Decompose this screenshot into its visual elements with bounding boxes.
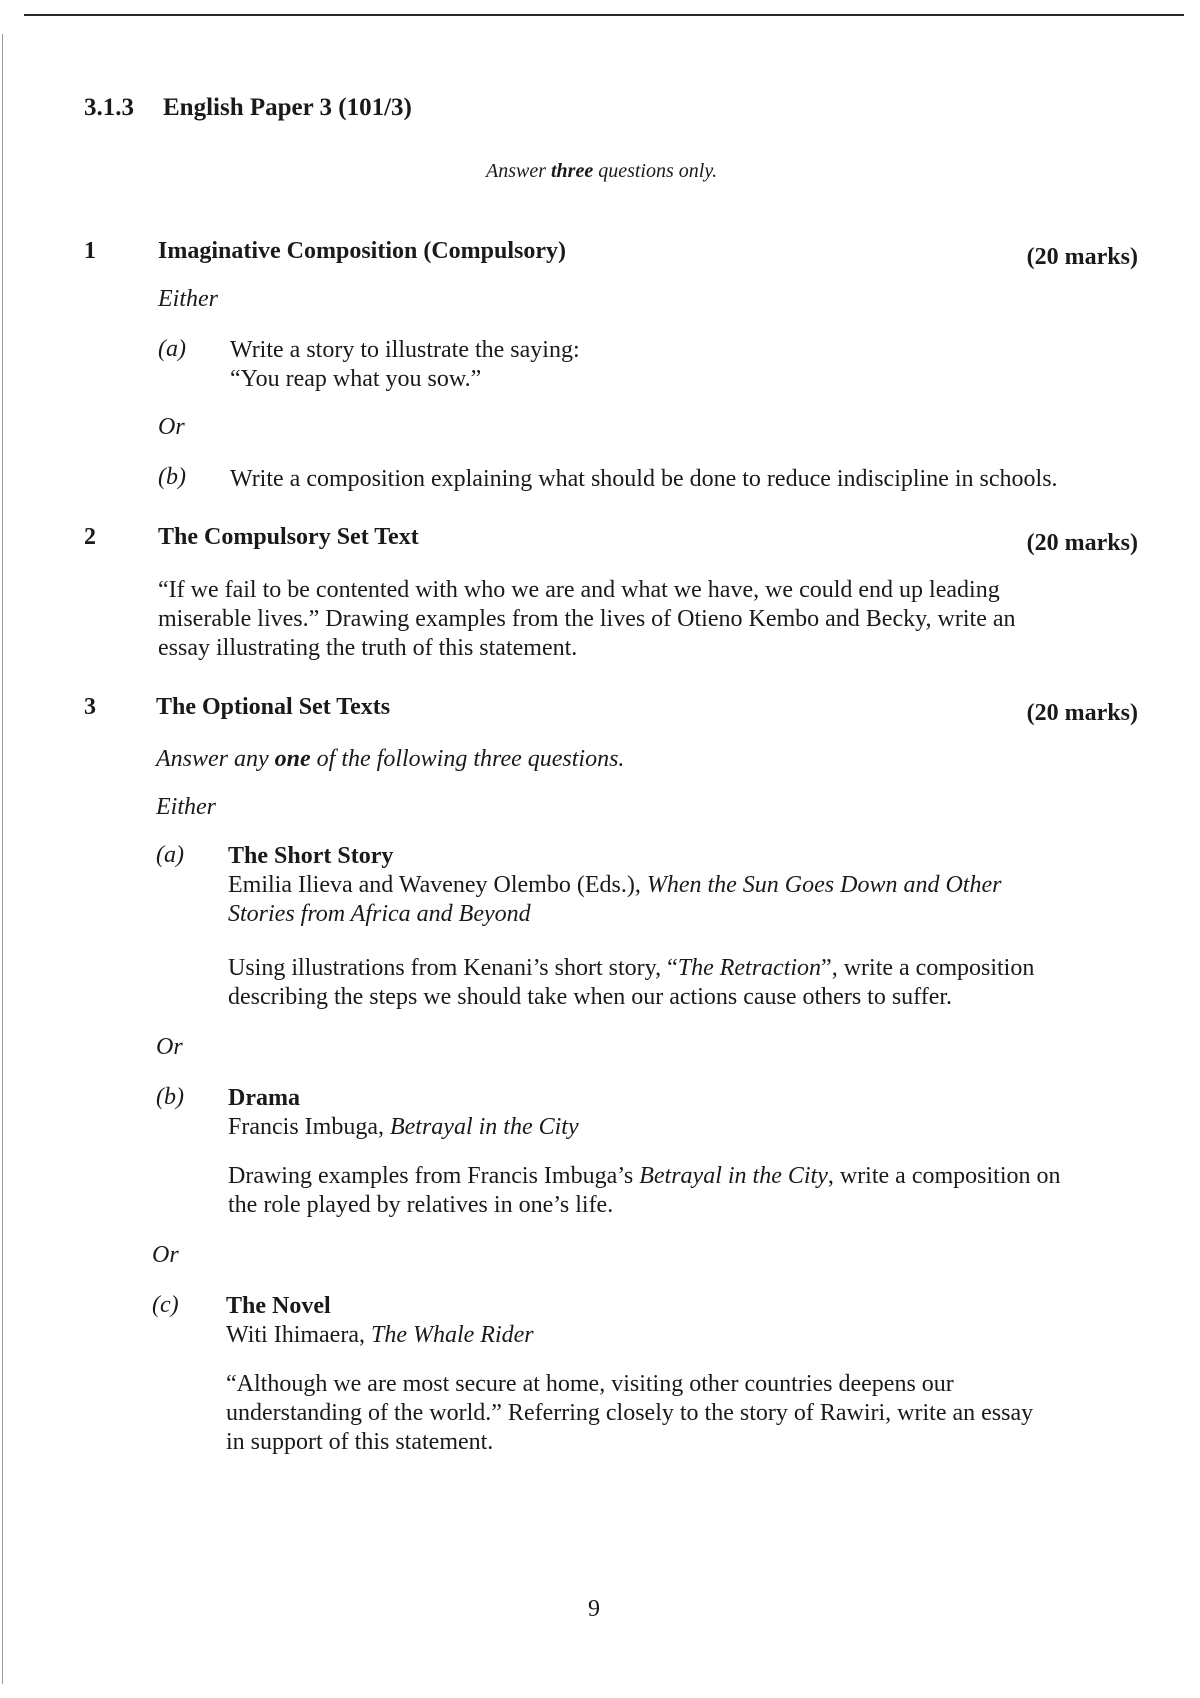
question-1-marks: (20 marks) bbox=[1026, 244, 1138, 270]
scan-top-edge-line bbox=[24, 14, 1184, 16]
question-3-either: Either bbox=[156, 794, 216, 820]
question-1a-line-1: Write a story to illustrate the saying: bbox=[230, 337, 580, 363]
question-3-instruction: Answer any one of the following three questions. bbox=[156, 746, 625, 772]
question-3c-block bbox=[226, 1292, 534, 1350]
question-3c-source: Witi Ihimaera, The Whale Rider bbox=[226, 1322, 534, 1348]
question-3a-question-line-2: describing the steps we should take when our actions cause others to suffer. bbox=[228, 984, 953, 1010]
question-1a-text bbox=[230, 336, 580, 394]
question-2-line-3: essay illustrating the truth of this statement. bbox=[158, 635, 578, 661]
question-3-title: The Optional Set Texts bbox=[156, 694, 391, 720]
question-3b-block bbox=[228, 1084, 579, 1142]
page-title: English Paper 3 (101/3) bbox=[163, 94, 412, 121]
question-3a-heading: The Short Story bbox=[228, 843, 394, 869]
question-3-marks: (20 marks) bbox=[1026, 700, 1138, 726]
question-3c-question-line-1: “Although we are most secure at home, visiting other countries deepens our bbox=[226, 1371, 954, 1397]
question-1b-label: (b) bbox=[158, 464, 186, 490]
question-3c-label: (c) bbox=[152, 1292, 179, 1318]
question-2-number: 2 bbox=[84, 524, 96, 550]
question-3c-question-line-2: understanding of the world.” Referring closely to the story of Rawiri, write an essay bbox=[226, 1400, 1034, 1426]
question-3b-label: (b) bbox=[156, 1084, 184, 1110]
question-3a-block bbox=[228, 842, 1001, 929]
question-3b-question-line-1: Drawing examples from Francis Imbuga’s Betrayal in the City, write a composition on bbox=[228, 1163, 1061, 1189]
question-1-number: 1 bbox=[84, 238, 96, 264]
question-3c-heading: The Novel bbox=[226, 1293, 331, 1319]
question-3a-source-line-2: Stories from Africa and Beyond bbox=[228, 901, 531, 927]
question-3-or-2: Or bbox=[152, 1242, 179, 1268]
scan-left-edge-line bbox=[2, 34, 3, 1684]
question-3-number: 3 bbox=[84, 694, 96, 720]
question-1-either: Either bbox=[158, 286, 218, 312]
question-1a-line-2: “You reap what you sow.” bbox=[230, 366, 482, 392]
question-3b-heading: Drama bbox=[228, 1085, 300, 1111]
question-2-text bbox=[158, 576, 1016, 663]
question-1-title: Imaginative Composition (Compulsory) bbox=[158, 238, 567, 264]
question-3b-question-line-2: the role played by relatives in one’s life. bbox=[228, 1192, 614, 1218]
question-3a-label: (a) bbox=[156, 842, 184, 868]
question-3b-source: Francis Imbuga, Betrayal in the City bbox=[228, 1114, 579, 1140]
question-2-title: The Compulsory Set Text bbox=[158, 524, 419, 550]
page-number: 9 bbox=[588, 1596, 600, 1622]
question-3c-question-line-3: in support of this statement. bbox=[226, 1429, 494, 1455]
question-2-marks: (20 marks) bbox=[1026, 530, 1138, 556]
question-1b-text: Write a composition explaining what should be done to reduce indiscipline in schools. bbox=[230, 466, 1058, 492]
question-3a-question-line-1: Using illustrations from Kenani’s short story, “The Retraction”, write a composition bbox=[228, 955, 1035, 981]
question-3a-question bbox=[228, 954, 1034, 1012]
question-1a-label: (a) bbox=[158, 336, 186, 362]
section-number: 3.1.3 bbox=[84, 94, 134, 121]
question-3a-source-line-1: Emilia Ilieva and Waveney Olembo (Eds.), When the Sun Goes Down and Other bbox=[228, 872, 1002, 898]
question-3c-question bbox=[226, 1370, 1033, 1457]
question-3-or-1: Or bbox=[156, 1034, 183, 1060]
question-1-or: Or bbox=[158, 414, 185, 440]
question-3b-question bbox=[228, 1162, 1061, 1220]
question-2-line-1: “If we fail to be contented with who we are and what we have, we could end up leading bbox=[158, 577, 1000, 603]
general-instruction: Answer three questions only. bbox=[486, 160, 718, 182]
question-2-line-2: miserable lives.” Drawing examples from the lives of Otieno Kembo and Becky, write an bbox=[158, 606, 1016, 632]
